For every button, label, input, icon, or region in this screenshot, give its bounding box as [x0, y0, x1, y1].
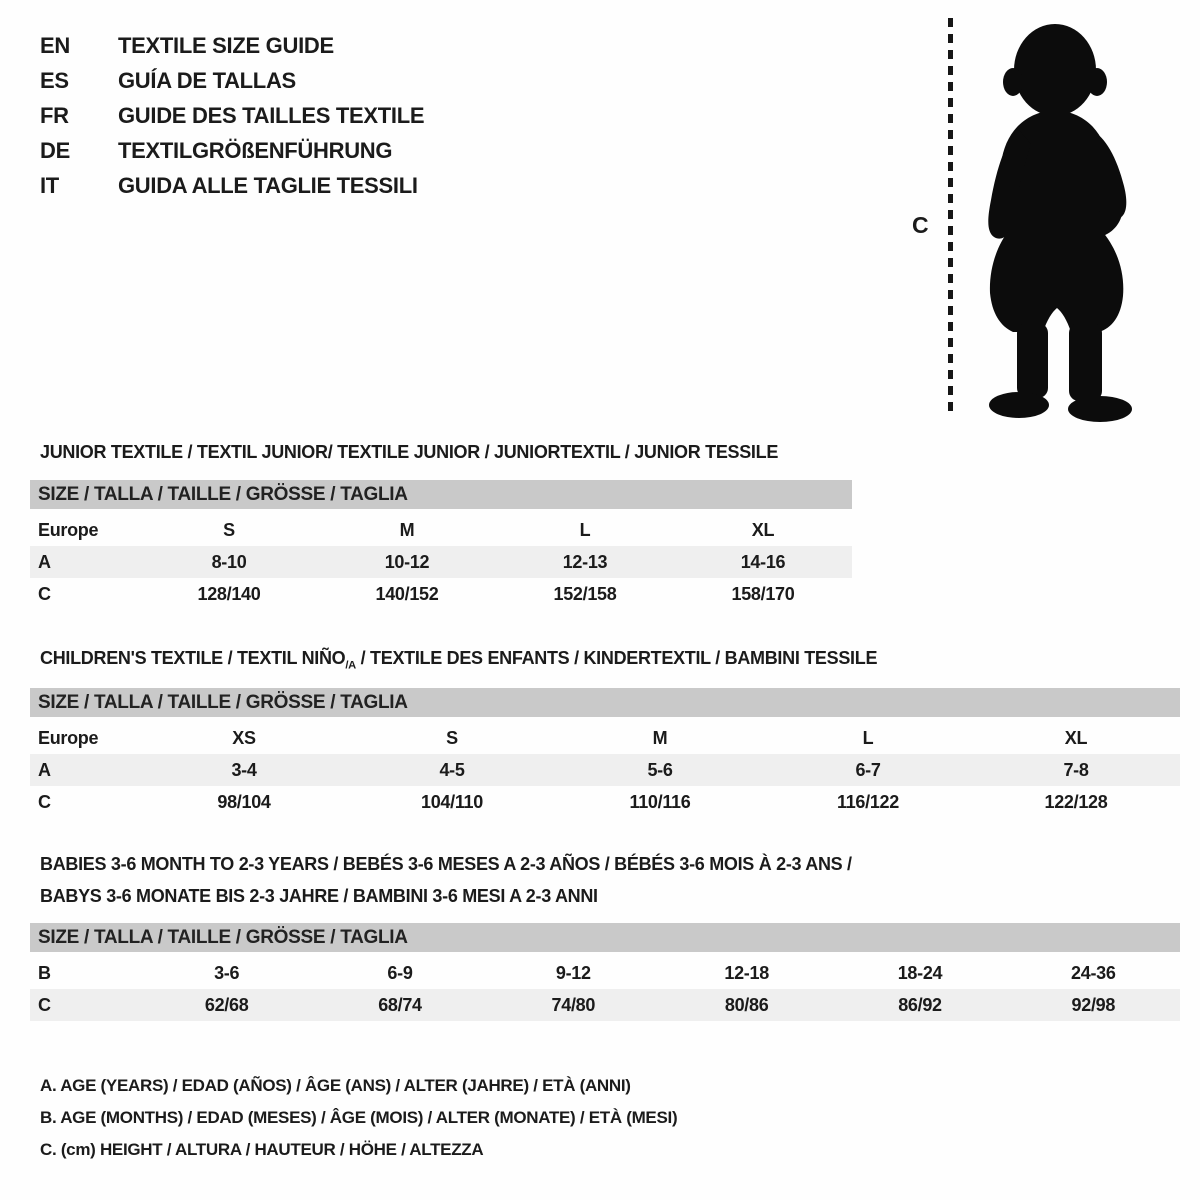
lang-row-en — [40, 28, 424, 63]
babies-size-header: SIZE / TALLA / TAILLE / GRÖSSE / TAGLIA — [30, 923, 1180, 952]
table-cell: 128/140 — [197, 583, 261, 604]
table-cell: 74/80 — [551, 994, 596, 1015]
table-cell: 7-8 — [1063, 759, 1089, 780]
lang-row-de — [40, 133, 424, 168]
language-title-list — [40, 28, 424, 203]
table-cell: 92/98 — [1071, 994, 1116, 1015]
table-row — [30, 722, 1180, 754]
table-cell: XL — [751, 519, 775, 540]
table-cell: C — [38, 994, 51, 1015]
table-cell: 24-36 — [1071, 962, 1116, 983]
table-cell: 68/74 — [378, 994, 422, 1015]
table-cell: 110/116 — [629, 791, 691, 812]
table-cell: 122/128 — [1044, 791, 1108, 812]
babies-size-table — [30, 923, 1180, 1021]
children-title-part: / TEXTILE DES ENFANTS / KINDERTEXTIL / BAMBINI TESSILE — [355, 648, 878, 668]
lang-row-it — [40, 168, 424, 203]
table-cell: 12-13 — [562, 551, 608, 572]
table-cell: Europe — [38, 727, 99, 748]
guide-title-en: TEXTILE SIZE GUIDE — [118, 32, 334, 58]
babies-title-line2: BABYS 3-6 MONATE BIS 2-3 JAHRE / BAMBINI 3-6 MESI A 2-3 ANNI — [40, 886, 598, 906]
children-size-table — [30, 688, 1180, 818]
table-cell: S — [223, 519, 235, 540]
table-cell: 18-24 — [897, 962, 943, 983]
table-row — [30, 578, 852, 610]
legend-line-b: B. AGE (MONTHS) / EDAD (MESES) / ÂGE (MOIS) / ALTER (MONATE) / ETÀ (MESI) — [40, 1108, 678, 1127]
children-title-part: CHILDREN'S TEXTILE / TEXTIL NIÑO — [40, 648, 346, 668]
table-cell: 140/152 — [375, 583, 439, 604]
table-cell: 14-16 — [740, 551, 786, 572]
table-row — [30, 786, 1180, 818]
guide-title-it: GUIDA ALLE TAGLIE TESSILI — [118, 172, 418, 198]
guide-title-fr: GUIDE DES TAILLES TEXTILE — [118, 102, 425, 128]
table-cell: Europe — [38, 519, 99, 540]
lang-code: ES — [40, 67, 69, 93]
table-cell: M — [399, 519, 415, 540]
lang-row-fr — [40, 98, 424, 133]
lang-code: IT — [40, 172, 59, 198]
lang-row-es — [40, 63, 424, 98]
lang-code: DE — [40, 137, 70, 163]
table-cell: 5-6 — [647, 759, 673, 780]
table-cell: 3-4 — [231, 759, 257, 780]
table-cell: S — [446, 727, 458, 748]
table-cell: A — [38, 759, 51, 780]
guide-title-de: TEXTILGRÖßENFÜHRUNG — [118, 137, 393, 163]
table-cell: 8-10 — [211, 551, 247, 572]
table-cell: 9-12 — [555, 962, 591, 983]
table-cell: M — [652, 727, 668, 748]
table-cell: 152/158 — [553, 583, 617, 604]
table-cell: 12-18 — [724, 962, 769, 983]
children-size-header: SIZE / TALLA / TAILLE / GRÖSSE / TAGLIA — [30, 688, 1180, 717]
legend-line-c: C. (cm) HEIGHT / ALTURA / HAUTEUR / HÖHE / ALTEZZA — [40, 1140, 484, 1159]
table-cell: XS — [232, 727, 256, 748]
table-cell: 6-9 — [387, 962, 413, 983]
table-cell: 98/104 — [217, 791, 271, 812]
table-cell: 104/110 — [421, 791, 483, 812]
table-cell: A — [38, 551, 51, 572]
table-row — [30, 514, 852, 546]
table-cell: XL — [1064, 727, 1088, 748]
table-cell: 86/92 — [898, 994, 942, 1015]
table-cell: C — [38, 583, 51, 604]
table-cell: 10-12 — [384, 551, 430, 572]
table-row — [30, 989, 1180, 1021]
table-cell: L — [862, 727, 874, 748]
table-cell: B — [38, 962, 51, 983]
height-measure-dashed-line — [948, 18, 953, 418]
legend-line-a: A. AGE (YEARS) / EDAD (AÑOS) / ÂGE (ANS) / ALTER (JAHRE) / ETÀ (ANNI) — [40, 1076, 631, 1095]
junior-section-title: JUNIOR TEXTILE / TEXTIL JUNIOR/ TEXTILE JUNIOR / JUNIORTEXTIL / JUNIOR TESSILE — [40, 442, 779, 462]
table-cell: 116/122 — [837, 791, 899, 812]
table-row — [30, 546, 852, 578]
lang-code: FR — [40, 102, 69, 128]
babies-section-title — [40, 848, 852, 912]
lang-code: EN — [40, 32, 70, 58]
table-cell: 4-5 — [439, 759, 465, 780]
table-cell: 158/170 — [731, 583, 795, 604]
table-row — [30, 754, 1180, 786]
toddler-silhouette-icon — [965, 18, 1143, 423]
table-cell: C — [38, 791, 51, 812]
guide-title-es: GUÍA DE TALLAS — [118, 67, 296, 93]
table-row — [30, 957, 1180, 989]
table-cell: 80/86 — [724, 994, 769, 1015]
table-cell: 62/68 — [204, 994, 249, 1015]
children-section-title — [40, 642, 877, 682]
table-cell: L — [579, 519, 591, 540]
table-cell: 6-7 — [855, 759, 881, 780]
babies-title-line1: BABIES 3-6 MONTH TO 2-3 YEARS / BEBÉS 3-6 MESES A 2-3 AÑOS / BÉBÉS 3-6 MOIS À 2-3 ANS / — [40, 854, 852, 874]
height-measure-label: C — [912, 212, 929, 238]
table-cell: 3-6 — [214, 962, 240, 983]
junior-size-header: SIZE / TALLA / TAILLE / GRÖSSE / TAGLIA — [30, 480, 852, 509]
children-title-subscript: /A — [345, 659, 356, 672]
measurement-legend — [40, 1070, 677, 1166]
junior-size-table — [30, 480, 852, 610]
